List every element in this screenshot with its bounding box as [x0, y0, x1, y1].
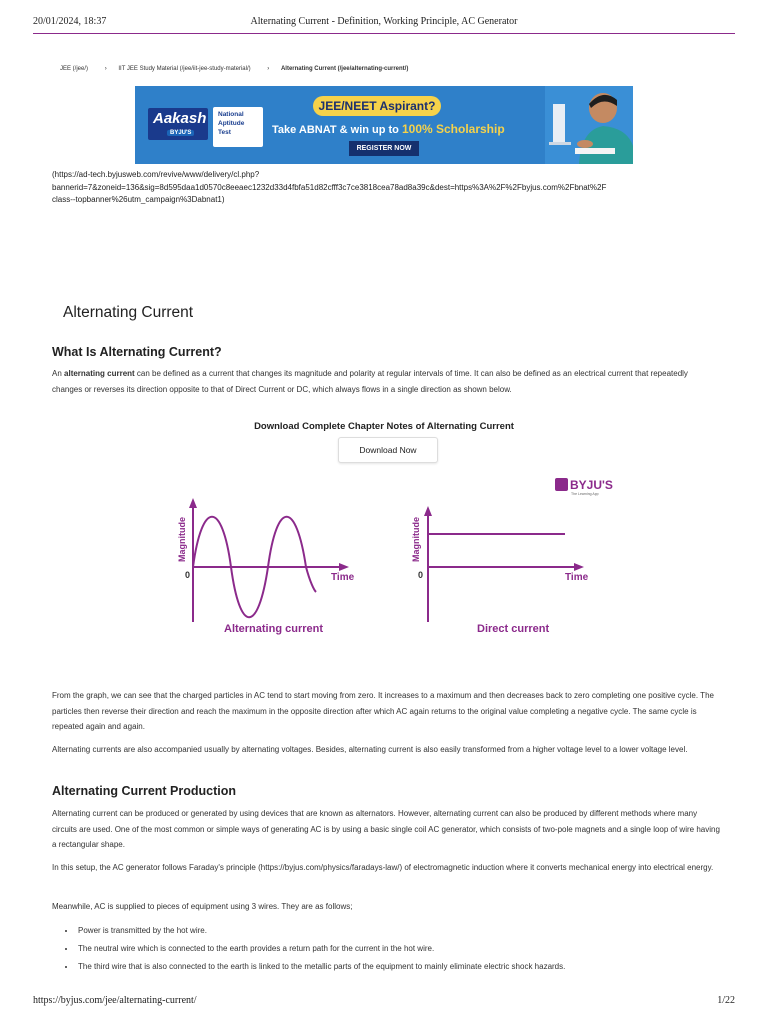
- print-page-title: Alternating Current - Definition, Working Principle, AC Generator: [250, 16, 518, 27]
- breadcrumb-separator: ›: [104, 66, 107, 72]
- download-now-button[interactable]: Download Now: [338, 437, 438, 463]
- aakash-logo-text: Aakash: [153, 110, 207, 127]
- banner-offer: [272, 122, 505, 136]
- paragraph-ac-production: Alternating current can be produced or generated by using devices that are known as alternators. However, alternating current can also be produced by different methods where many circuits are used. One of the most common or simple ways of generating AC is by using a basic single coil AC generator, which consists of two-pole magnets and a single loop of wire having a rectangular shape.: [52, 809, 720, 849]
- byjus-logo-mark: [555, 478, 568, 491]
- list-item: • Power is transmitted by the hot wire.: [76, 922, 756, 940]
- dc-y-label: Magnitude: [411, 517, 421, 562]
- dc-x-label: Time: [565, 572, 589, 583]
- paragraph-text: can be defined as a current that changes its magnitude and polarity at regular intervals of time. It can also be defined as an electrical current that repeatedly changes or reverses its direction opposite to that of Direct Current or DC, which always flows in a single direction as shown below.: [52, 369, 688, 394]
- download-notes-title: Download Complete Chapter Notes of Alternating Current: [254, 421, 514, 432]
- header-divider: [33, 33, 735, 34]
- paragraph-three-wires: Meanwhile, AC is supplied to pieces of equipment using 3 wires. They are as follows;: [52, 902, 353, 911]
- dc-graph: [411, 506, 589, 635]
- list-item: • The neutral wire which is connected to the earth provides a return path for the current in the hot wire.: [76, 940, 756, 958]
- breadcrumb-item-study-material[interactable]: IIT JEE Study Material (/jee/iit-jee-study-material/): [118, 66, 251, 72]
- ac-origin-label: 0: [185, 570, 191, 580]
- print-header: [0, 0, 768, 34]
- paragraph-alternating-voltages: Alternating currents are also accompanied usually by alternating voltages. Besides, alternating current is also easily transformed from a higher voltage level to a lower voltage level.: [52, 745, 688, 754]
- aakash-logo: [148, 108, 208, 140]
- print-footer-url: https://byjus.com/jee/alternating-current/: [33, 995, 197, 1006]
- banner-offer-highlight: 100% Scholarship: [401, 122, 505, 136]
- ac-caption: Alternating current: [224, 623, 324, 635]
- banner-headline: JEE/NEET Aspirant?: [313, 96, 441, 116]
- dc-caption: Direct current: [477, 623, 550, 635]
- test-name-badge: National Aptitude Test: [213, 107, 263, 147]
- ac-dc-figure: [150, 472, 630, 642]
- section-heading-what-is-ac: What Is Alternating Current?: [52, 345, 222, 359]
- paragraph-definition: [52, 366, 720, 397]
- breadcrumb: [60, 66, 413, 72]
- ac-x-axis-arrow: [339, 563, 349, 571]
- dc-x-axis-arrow: [574, 563, 584, 571]
- breadcrumb-item-jee[interactable]: JEE (/jee/): [60, 66, 89, 72]
- ad-link-text[interactable]: (https://ad-tech.byjusweb.com/revive/www/delivery/cl.php? bannerid=7&zoneid=136&sig=8d595daa1d0570c8eeaec1232d33d4fbfa51d82cfff3c7ce3818cea78ad8a39c&dest=https%3A%2F%2Fbyjus.com%2Fbnat%2F class--topbanner%26utm_campaign%3Dabnat1): [52, 170, 607, 204]
- byjus-logo: [555, 478, 613, 496]
- print-datetime: 20/01/2024, 18:37: [33, 16, 107, 27]
- ac-x-label: Time: [331, 572, 355, 583]
- banner-offer-text: Take ABNAT & win up to: [272, 124, 399, 136]
- ad-banner[interactable]: [135, 86, 633, 164]
- article-title: Alternating Current: [63, 304, 194, 321]
- dc-y-axis-arrow: [424, 506, 432, 516]
- paragraph-graph-explanation: From the graph, we can see that the charged particles in AC tend to start moving from zero. It increases to a maximum and then decreases back to zero completing one positive cycle. The particles then reverse their direction and reach the maximum in the opposite direction after which AC again returns to the original value completing a negative cycle. The same cycle is repeated again and again.: [52, 691, 714, 731]
- ac-graph: [177, 498, 355, 635]
- section-heading-ac-production: Alternating Current Production: [52, 784, 237, 798]
- print-page-number: 1/22: [717, 995, 735, 1006]
- list-item: • The third wire that is also connected to the earth is linked to the metallic parts of the equipment to mainly eliminate electric shock hazards.: [76, 958, 756, 976]
- byjus-logo-text: BYJU'S: [570, 478, 613, 492]
- register-now-button[interactable]: REGISTER NOW: [349, 141, 419, 156]
- paragraph-text: An: [52, 369, 65, 378]
- wire-list: [62, 922, 756, 976]
- bold-term: alternating current: [64, 369, 135, 378]
- breadcrumb-separator: ›: [267, 66, 270, 72]
- byjus-logo-subtext: The Learning App: [571, 492, 599, 496]
- dc-origin-label: 0: [418, 570, 424, 580]
- paragraph-faraday: In this setup, the AC generator follows Faraday's principle (https://byjus.com/physics/faradays-law/) of electromagnetic induction where it converts mechanical energy into electrical energy.: [52, 863, 714, 872]
- breadcrumb-item-current[interactable]: Alternating Current (/jee/alternating-current/): [280, 66, 409, 72]
- byjus-logo-tag: BYJU'S: [167, 130, 194, 136]
- student-illustration: [545, 86, 633, 164]
- ac-y-label: Magnitude: [177, 517, 187, 562]
- ac-y-axis-arrow: [189, 498, 197, 508]
